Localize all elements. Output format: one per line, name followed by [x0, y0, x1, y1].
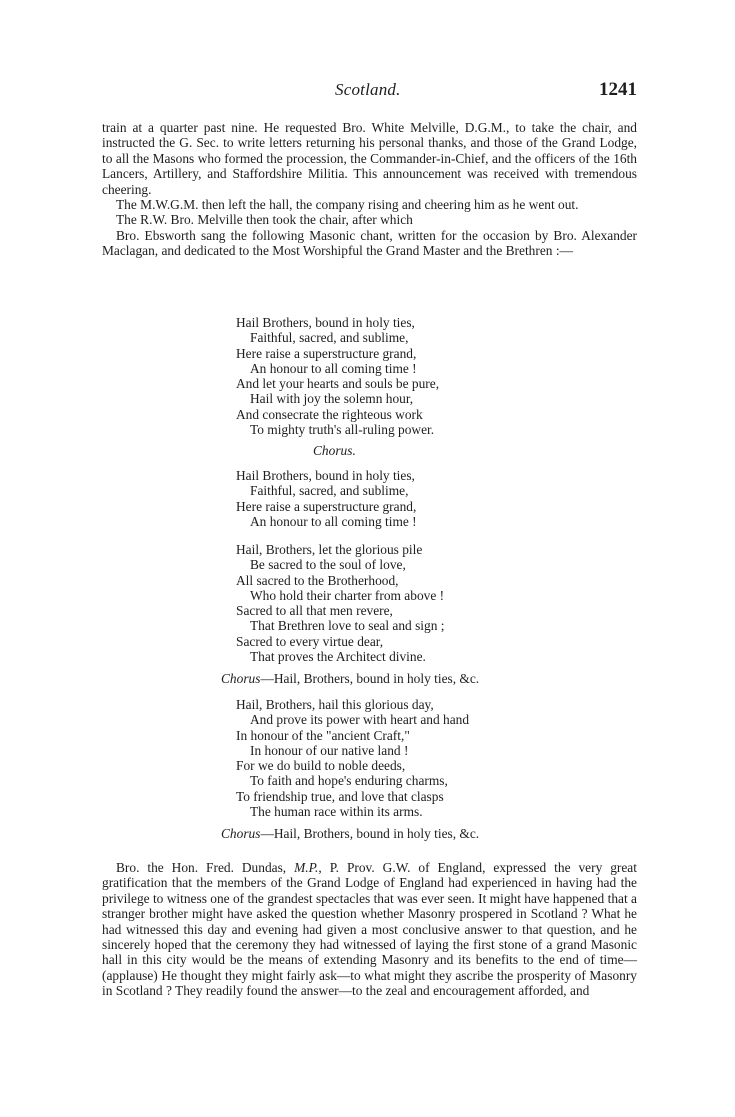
intro-paragraphs	[102, 120, 637, 259]
verse-line: Be sacred to the soul of love,	[250, 557, 406, 573]
chorus-stanza	[236, 468, 417, 529]
verse-line: Who hold their charter from above !	[250, 587, 445, 603]
verse-stanza	[236, 697, 469, 819]
paragraph: The M.W.G.M. then left the hall, the company rising and cheering him as he went out.	[116, 197, 579, 213]
verse-stanza	[236, 542, 445, 664]
verse-line: An honour to all coming time !	[250, 360, 417, 376]
verse-line: Faithful, sacred, and sublime,	[250, 483, 409, 499]
chorus-reference	[221, 671, 479, 687]
page-number: 1241	[599, 79, 637, 100]
chorus-reference	[221, 826, 479, 842]
running-title: Scotland.	[335, 80, 401, 99]
chorus-label: Chorus	[221, 671, 261, 686]
verse-line: To faith and hope's enduring charms,	[250, 773, 448, 789]
paragraph: train at a quarter past nine. He requested Bro. White Melville, D.G.M., to take the chair, and instructed the G. Sec. to write letters returning his personal thanks, and those of the Grand Lodge, to all the Masons who formed the procession, the Commander-in-Chief, and the officers of the 16th Lancers, Artillery, and Staffordshire Militia. This announcement was received with tremendous cheering.	[102, 120, 637, 197]
verse-line: An honour to all coming time !	[250, 513, 417, 529]
verse-line: For we do build to noble deeds,	[236, 758, 406, 774]
verse-stanza	[236, 315, 439, 437]
verse-line: To mighty truth's all-ruling power.	[250, 422, 435, 438]
chorus-heading: Chorus.	[313, 443, 356, 458]
chorus-label: Chorus	[221, 826, 261, 841]
page-header	[0, 80, 735, 104]
verse-line: Hail Brothers, bound in holy ties,	[236, 315, 415, 330]
verse-line: All sacred to the Brotherhood,	[236, 572, 399, 588]
verse-line: And let your hearts and souls be pure,	[236, 376, 440, 392]
verse-line: Hail with joy the solemn hour,	[250, 391, 414, 407]
verse-line: Hail, Brothers, hail this glorious day,	[236, 697, 434, 712]
paragraph-text: , P. Prov. G.W. of England, expressed the very great gratification that the members of the Grand Lodge of England had experienced in having had the privilege to witness one of the grandest spectacles that was ever seen. It might have happened that a stranger brother might have asked the question whether Masonry prospered in Scotland ? What he had witnessed this day and evening had given a most conclusive answer to that question, and he sincerely hoped that the ceremony they had witnessed of laying the first stone of a grand Masonic hall in this city would be the means of extending Masonry and its benefits to the end of time—(applause) He thought they might fairly ask—to what might they ascribe the prosperity of Masonry in Scotland ? They readily found the answer—to the zeal and encouragement afforded, and	[102, 860, 637, 999]
verse-line: That Brethren love to seal and sign ;	[250, 618, 445, 634]
verse-line: Sacred to every virtue dear,	[236, 633, 384, 649]
verse-line: Here raise a superstructure grand,	[236, 498, 417, 514]
closing-paragraph	[102, 860, 637, 999]
verse-line: Hail Brothers, bound in holy ties,	[236, 468, 415, 483]
verse-line: Sacred to all that men revere,	[236, 603, 393, 619]
verse-line: That proves the Architect divine.	[250, 649, 426, 665]
paragraph: The R.W. Bro. Melville then took the chair, after which	[116, 212, 413, 228]
title-abbreviation: M.P.	[294, 860, 319, 875]
verse-line: In honour of the "ancient Craft,"	[236, 727, 410, 743]
verse-line: Here raise a superstructure grand,	[236, 345, 417, 361]
paragraph	[102, 860, 637, 999]
verse-line: And prove its power with heart and hand	[250, 712, 470, 728]
verse-line: Hail, Brothers, let the glorious pile	[236, 542, 423, 557]
verse-line: To friendship true, and love that clasps	[236, 788, 444, 804]
verse-line: The human race within its arms.	[250, 804, 423, 820]
verse-line: And consecrate the righteous work	[236, 406, 423, 422]
paragraph-text: Bro. the Hon. Fred. Dundas,	[116, 860, 287, 875]
paragraph: Bro. Ebsworth sang the following Masonic chant, written for the occasion by Bro. Alexander Maclagan, and dedicated to the Most Worshipful the Grand Master and the Brethren :—	[102, 227, 637, 259]
chorus-text: —Hail, Brothers, bound in holy ties, &c.	[260, 826, 480, 841]
verse-line: In honour of our native land !	[250, 742, 409, 758]
verse-line: Faithful, sacred, and sublime,	[250, 330, 409, 346]
chorus-text: —Hail, Brothers, bound in holy ties, &c.	[260, 671, 480, 686]
